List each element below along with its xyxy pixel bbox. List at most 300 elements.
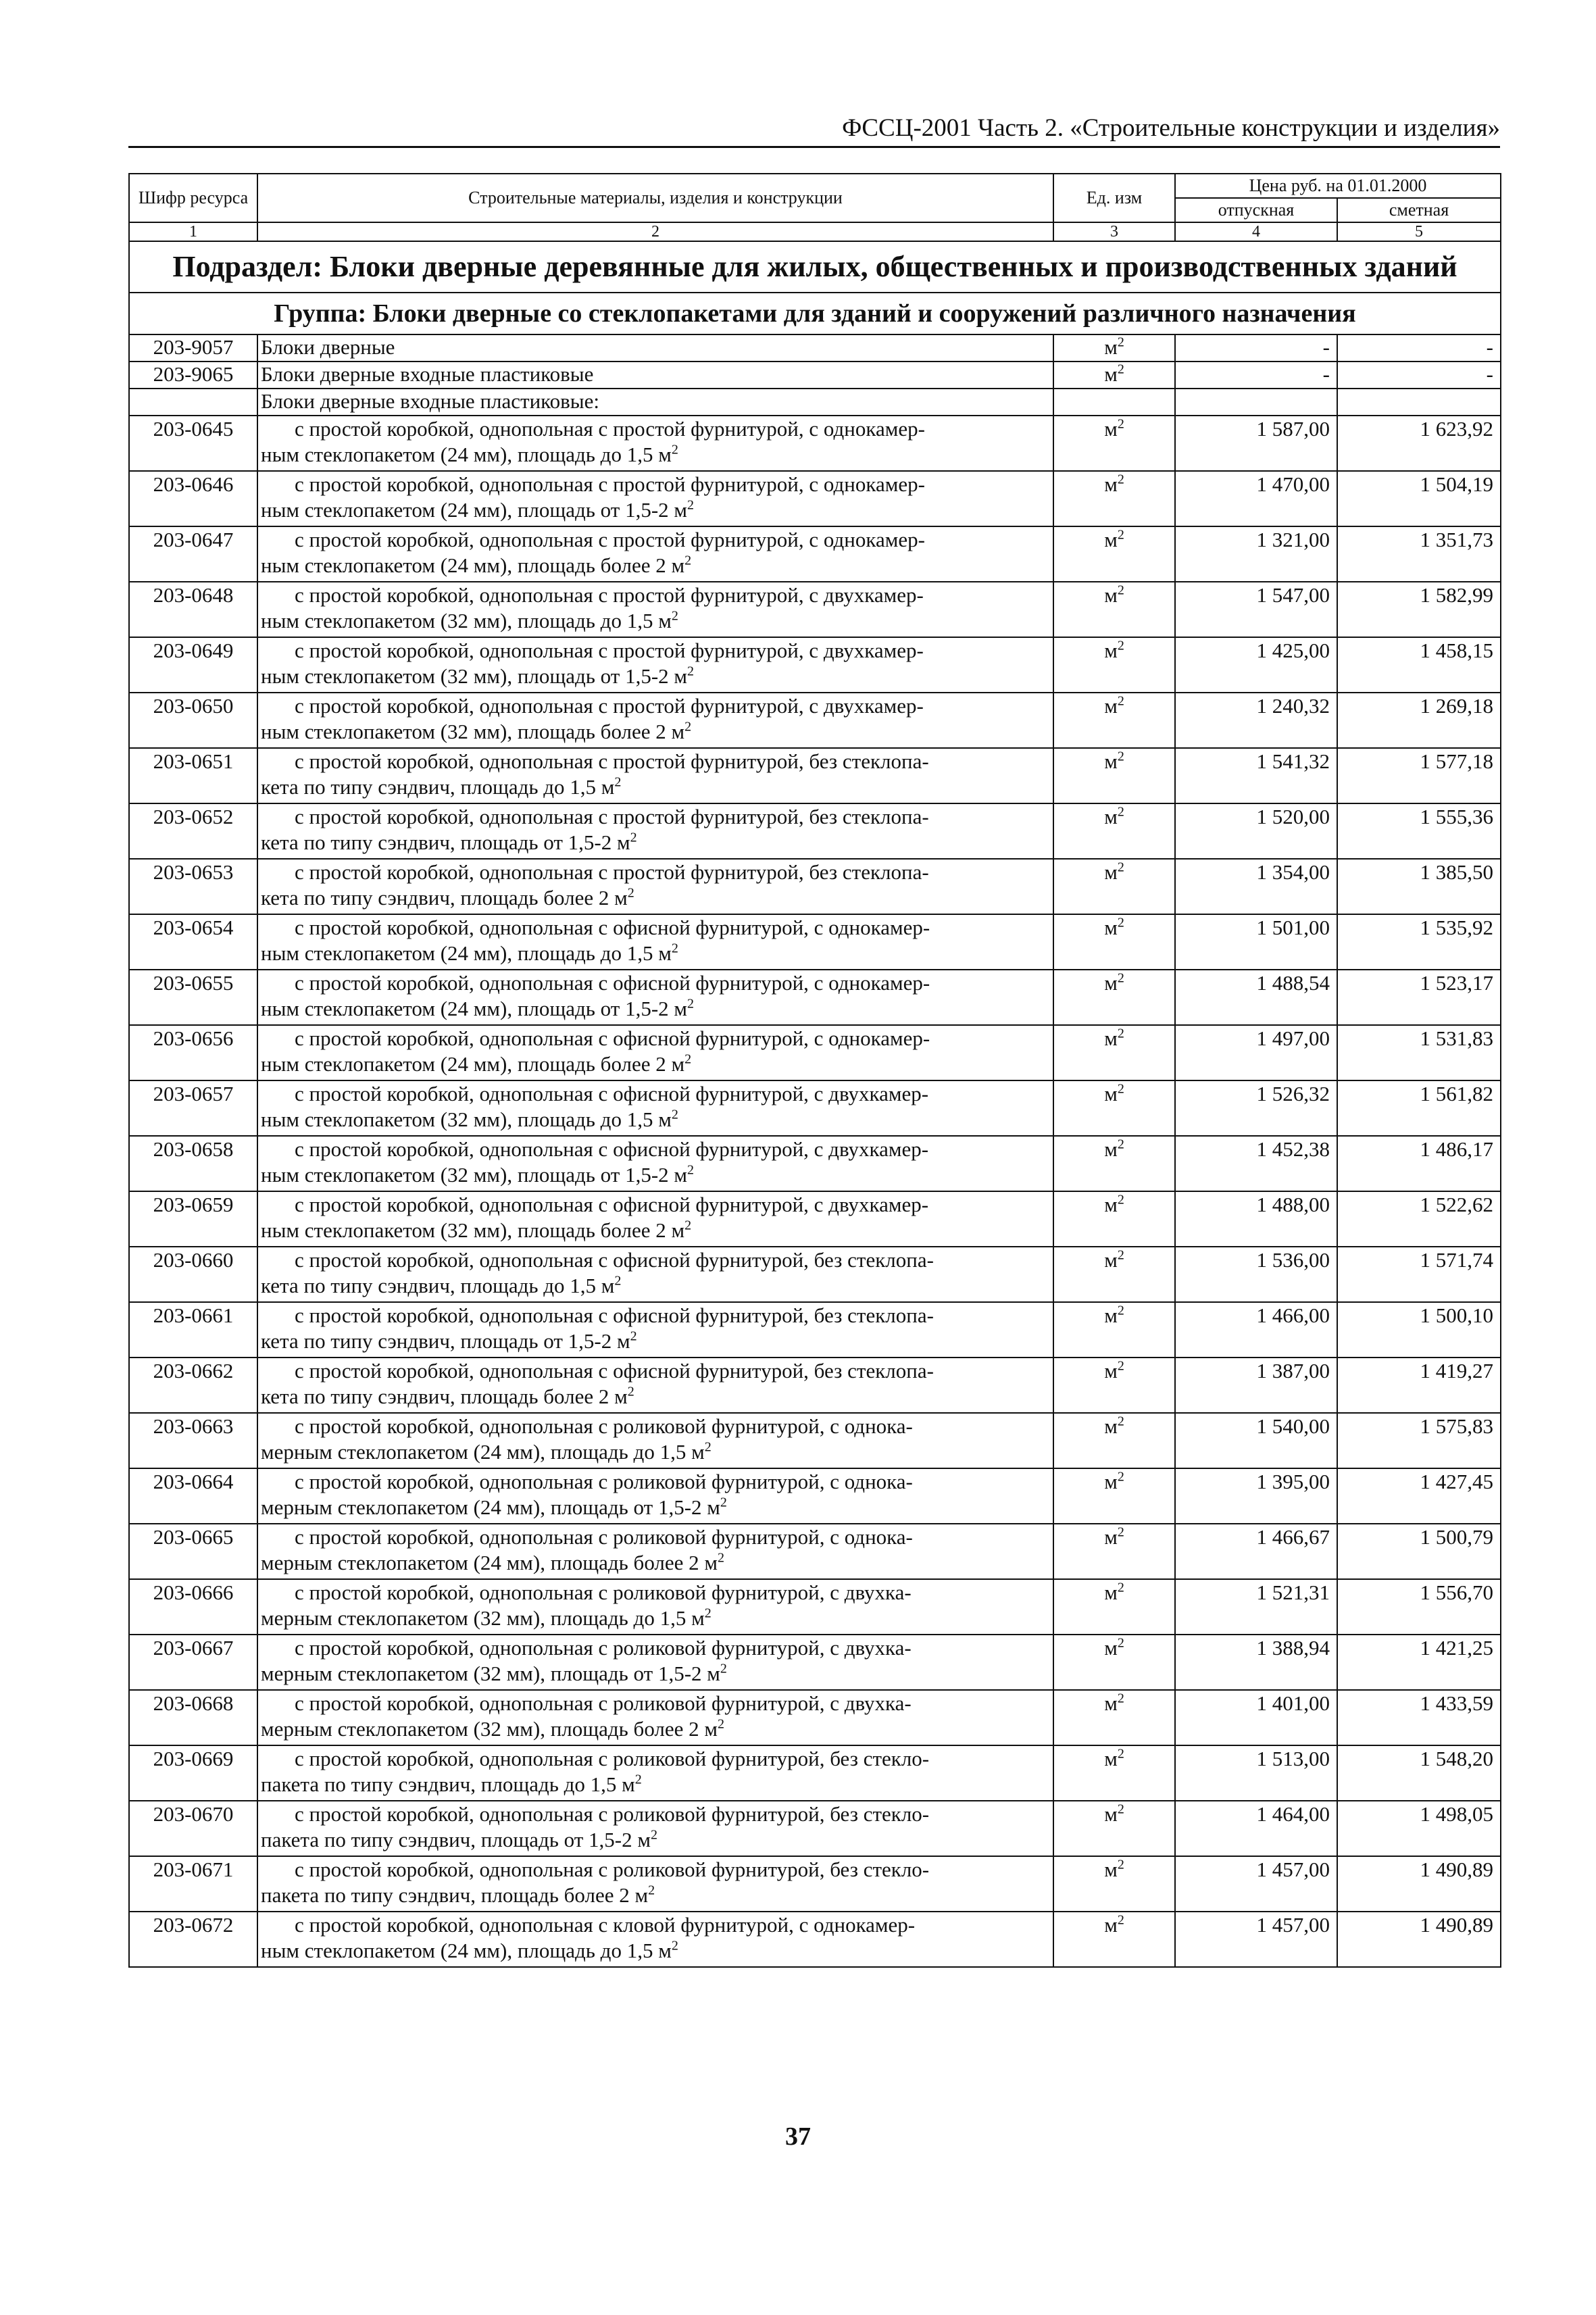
resource-description <box>257 582 1053 637</box>
description-line-2: ным стеклопакетом (32 мм), площадь более 2 м <box>261 1218 685 1242</box>
unit-cell <box>1053 1191 1175 1247</box>
unit-exponent: 2 <box>1117 527 1124 543</box>
unit-text: м <box>1104 362 1118 386</box>
description-line-1: с простой коробкой, однопольная с офисной фурнитурой, без стеклопа- <box>295 1303 934 1327</box>
unit-cell <box>1053 748 1175 803</box>
unit-exponent: 2 <box>1117 1414 1124 1429</box>
table-row <box>129 1579 1501 1635</box>
estimate-price: 1 555,36 <box>1337 803 1501 859</box>
description-line-1: с простой коробкой, однопольная с простой фурнитурой, с двухкамер- <box>295 583 924 607</box>
unit-cell <box>1053 914 1175 970</box>
estimate-price: 1 561,82 <box>1337 1080 1501 1136</box>
section-label: Блоки дверные входные пластиковые: <box>257 389 1053 416</box>
unit-exponent: 2 <box>1117 1303 1124 1318</box>
unit-text: м <box>1104 1802 1118 1826</box>
release-price: 1 536,00 <box>1175 1247 1337 1302</box>
resource-code: 203-0671 <box>129 1856 257 1912</box>
release-price: 1 425,00 <box>1175 637 1337 693</box>
resource-description <box>257 970 1053 1025</box>
description-line-1: с простой коробкой, однопольная с роликовой фурнитурой, с однока- <box>295 1414 913 1438</box>
estimate-price: 1 269,18 <box>1337 693 1501 748</box>
resource-code: 203-0659 <box>129 1191 257 1247</box>
resource-description <box>257 1302 1053 1358</box>
header-code: Шифр ресурса <box>129 174 257 222</box>
release-price: 1 526,32 <box>1175 1080 1337 1136</box>
estimate-price: 1 556,70 <box>1337 1579 1501 1635</box>
resource-description <box>257 1690 1053 1745</box>
resource-code: 203-0654 <box>129 914 257 970</box>
area-exponent: 2 <box>687 996 695 1012</box>
estimate-price: 1 433,59 <box>1337 1690 1501 1745</box>
unit-text: м <box>1104 1137 1118 1161</box>
unit-cell <box>1053 1468 1175 1524</box>
release-price: 1 497,00 <box>1175 1025 1337 1080</box>
description-line-1: с простой коробкой, однопольная с роликовой фурнитурой, без стекло- <box>295 1802 930 1826</box>
estimate-price: 1 504,19 <box>1337 471 1501 526</box>
unit-exponent: 2 <box>1117 1857 1124 1872</box>
estimate-price: 1 427,45 <box>1337 1468 1501 1524</box>
unit-cell <box>1053 1080 1175 1136</box>
table-row <box>129 1136 1501 1191</box>
release-price: 1 513,00 <box>1175 1745 1337 1801</box>
unit-cell <box>1053 334 1175 362</box>
resource-description <box>257 1468 1053 1524</box>
column-number: 3 <box>1053 222 1175 241</box>
unit-exponent: 2 <box>1117 860 1124 875</box>
resource-code: 203-0656 <box>129 1025 257 1080</box>
description-line-1: с простой коробкой, однопольная с офисной фурнитурой, с двухкамер- <box>295 1082 929 1105</box>
area-exponent: 2 <box>627 1384 634 1399</box>
area-exponent: 2 <box>614 774 622 790</box>
unit-exponent: 2 <box>1117 416 1124 432</box>
estimate-price: 1 490,89 <box>1337 1912 1501 1967</box>
area-exponent: 2 <box>634 1772 642 1787</box>
unit-text: м <box>1104 1525 1118 1549</box>
description-line-1: с простой коробкой, однопольная с простой фурнитурой, с однокамер- <box>295 528 925 551</box>
description-line-1: с простой коробкой, однопольная с простой фурнитурой, с однокамер- <box>295 417 925 441</box>
estimate-price <box>1337 389 1501 416</box>
resource-description <box>257 693 1053 748</box>
resource-code: 203-0664 <box>129 1468 257 1524</box>
area-exponent: 2 <box>684 1051 692 1067</box>
unit-exponent: 2 <box>1117 1247 1124 1263</box>
estimate-price: 1 458,15 <box>1337 637 1501 693</box>
header-name: Строительные материалы, изделия и конструкции <box>257 174 1053 222</box>
unit-text: м <box>1104 805 1118 828</box>
description-line-2: кета по типу сэндвич, площадь более 2 м <box>261 886 628 910</box>
table-row <box>129 582 1501 637</box>
area-exponent: 2 <box>614 1273 622 1289</box>
unit-cell <box>1053 1690 1175 1745</box>
table-row <box>129 803 1501 859</box>
description-line-1: с простой коробкой, однопольная с роликовой фурнитурой, с однока- <box>295 1525 913 1549</box>
estimate-price: 1 500,79 <box>1337 1524 1501 1579</box>
unit-text: м <box>1104 528 1118 551</box>
table-row <box>129 1524 1501 1579</box>
resource-description <box>257 416 1053 471</box>
unit-exponent: 2 <box>1117 915 1124 930</box>
release-price: 1 541,32 <box>1175 748 1337 803</box>
release-price: 1 547,00 <box>1175 582 1337 637</box>
unit-cell <box>1053 693 1175 748</box>
table-row <box>129 1191 1501 1247</box>
resource-name: Блоки дверные <box>257 334 1053 362</box>
resource-code: 203-0650 <box>129 693 257 748</box>
unit-exponent: 2 <box>1117 1026 1124 1041</box>
description-line-1: с простой коробкой, однопольная с офисной фурнитурой, с двухкамер- <box>295 1193 929 1216</box>
release-price: 1 587,00 <box>1175 416 1337 471</box>
resource-description <box>257 1247 1053 1302</box>
unit-exponent: 2 <box>1117 638 1124 653</box>
unit-text: м <box>1104 472 1118 496</box>
table-row <box>129 748 1501 803</box>
resource-code: 203-0666 <box>129 1579 257 1635</box>
unit-cell <box>1053 1302 1175 1358</box>
unit-cell <box>1053 1247 1175 1302</box>
unit-exponent: 2 <box>1117 582 1124 598</box>
description-line-2: ным стеклопакетом (32 мм), площадь до 1,5 м <box>261 1107 672 1131</box>
resource-code: 203-0651 <box>129 748 257 803</box>
release-price: 1 520,00 <box>1175 803 1337 859</box>
estimate-price: 1 486,17 <box>1337 1136 1501 1191</box>
unit-text: м <box>1104 860 1118 884</box>
area-exponent: 2 <box>671 1938 678 1953</box>
description-line-1: с простой коробкой, однопольная с роликовой фурнитурой, с двухка- <box>295 1691 912 1715</box>
resource-description <box>257 1801 1053 1856</box>
area-exponent: 2 <box>671 442 678 457</box>
unit-text: м <box>1104 335 1118 359</box>
description-line-1: с простой коробкой, однопольная с офисной фурнитурой, без стеклопа- <box>295 1359 934 1383</box>
table-row <box>129 1856 1501 1912</box>
unit-cell <box>1053 1413 1175 1468</box>
release-price: 1 488,00 <box>1175 1191 1337 1247</box>
header-price: Цена руб. на 01.01.2000 <box>1175 174 1501 198</box>
release-price: 1 464,00 <box>1175 1801 1337 1856</box>
unit-text: м <box>1104 639 1118 662</box>
table-row <box>129 1358 1501 1413</box>
unit-cell <box>1053 1635 1175 1690</box>
description-line-2: ным стеклопакетом (24 мм), площадь более 2 м <box>261 553 685 577</box>
price-table <box>128 173 1501 1968</box>
resource-description <box>257 1579 1053 1635</box>
resource-code: 203-0663 <box>129 1413 257 1468</box>
resource-code: 203-0649 <box>129 637 257 693</box>
unit-exponent: 2 <box>1117 472 1124 487</box>
release-price: 1 466,67 <box>1175 1524 1337 1579</box>
description-line-2: ным стеклопакетом (32 мм), площадь до 1,5 м <box>261 609 672 632</box>
unit-exponent: 2 <box>1117 1358 1124 1374</box>
description-line-2: мерным стеклопакетом (24 мм), площадь более 2 м <box>261 1551 718 1574</box>
description-line-2: мерным стеклопакетом (24 мм), площадь до 1,5 м <box>261 1440 705 1464</box>
unit-cell <box>1053 582 1175 637</box>
release-price: - <box>1175 334 1337 362</box>
unit-exponent: 2 <box>1117 970 1124 986</box>
unit-text: м <box>1104 1303 1118 1327</box>
description-line-2: мерным стеклопакетом (32 мм), площадь более 2 м <box>261 1717 718 1741</box>
estimate-price: 1 522,62 <box>1337 1191 1501 1247</box>
column-number: 5 <box>1337 222 1501 241</box>
description-line-2: ным стеклопакетом (24 мм), площадь до 1,5 м <box>261 443 672 466</box>
resource-code: 203-0669 <box>129 1745 257 1801</box>
release-price: 1 452,38 <box>1175 1136 1337 1191</box>
resource-code: 203-0665 <box>129 1524 257 1579</box>
area-exponent: 2 <box>671 608 678 624</box>
resource-description <box>257 1136 1053 1191</box>
unit-exponent: 2 <box>1117 693 1124 709</box>
unit-text: м <box>1104 1913 1118 1937</box>
unit-text: м <box>1104 1580 1118 1604</box>
description-line-2: пакета по типу сэндвич, площадь от 1,5-2 м <box>261 1828 651 1851</box>
description-line-1: с простой коробкой, однопольная с офисной фурнитурой, с однокамер- <box>295 916 930 939</box>
area-exponent: 2 <box>648 1883 655 1898</box>
description-line-2: кета по типу сэндвич, площадь более 2 м <box>261 1385 628 1408</box>
area-exponent: 2 <box>684 553 692 568</box>
table-row <box>129 1745 1501 1801</box>
resource-description <box>257 1358 1053 1413</box>
unit-text: м <box>1104 1414 1118 1438</box>
table-row <box>129 914 1501 970</box>
release-price: 1 395,00 <box>1175 1468 1337 1524</box>
area-exponent: 2 <box>671 941 678 956</box>
resource-code: 203-0648 <box>129 582 257 637</box>
estimate-price: 1 582,99 <box>1337 582 1501 637</box>
area-exponent: 2 <box>718 1716 725 1732</box>
description-line-2: ным стеклопакетом (24 мм), площадь более 2 м <box>261 1052 685 1076</box>
description-line-1: с простой коробкой, однопольная с офисной фурнитурой, без стеклопа- <box>295 1248 934 1272</box>
resource-code: 203-0670 <box>129 1801 257 1856</box>
unit-text: м <box>1104 694 1118 718</box>
unit-cell <box>1053 471 1175 526</box>
unit-cell <box>1053 1136 1175 1191</box>
release-price: 1 457,00 <box>1175 1856 1337 1912</box>
table-row <box>129 389 1501 416</box>
area-exponent: 2 <box>718 1550 725 1566</box>
unit-text: м <box>1104 1359 1118 1383</box>
unit-text: м <box>1104 971 1118 995</box>
area-exponent: 2 <box>720 1495 727 1510</box>
unit-exponent: 2 <box>1117 804 1124 820</box>
resource-code <box>129 389 257 416</box>
unit-cell <box>1053 803 1175 859</box>
resource-code: 203-0655 <box>129 970 257 1025</box>
table-row <box>129 362 1501 389</box>
estimate-price: 1 498,05 <box>1337 1801 1501 1856</box>
unit-exponent: 2 <box>1117 1580 1124 1595</box>
resource-code: 203-0646 <box>129 471 257 526</box>
description-line-1: с простой коробкой, однопольная с простой фурнитурой, с двухкамер- <box>295 694 924 718</box>
unit-exponent: 2 <box>1117 1469 1124 1485</box>
description-line-1: с простой коробкой, однопольная с простой фурнитурой, с однокамер- <box>295 472 925 496</box>
table-row <box>129 1025 1501 1080</box>
page-header: ФССЦ-2001 Часть 2. «Строительные конструкции и изделия» <box>842 114 1500 142</box>
unit-exponent: 2 <box>1117 1635 1124 1651</box>
unit-exponent: 2 <box>1117 1081 1124 1097</box>
unit-text: м <box>1104 1470 1118 1493</box>
resource-code: 203-0647 <box>129 526 257 582</box>
table-row <box>129 471 1501 526</box>
resource-description <box>257 1191 1053 1247</box>
unit-cell <box>1053 1358 1175 1413</box>
table-row <box>129 1468 1501 1524</box>
resource-code: 203-0658 <box>129 1136 257 1191</box>
resource-code: 203-0657 <box>129 1080 257 1136</box>
release-price: 1 501,00 <box>1175 914 1337 970</box>
unit-cell <box>1053 1579 1175 1635</box>
header-unit: Ед. изм <box>1053 174 1175 222</box>
estimate-price: 1 575,83 <box>1337 1413 1501 1468</box>
description-line-1: с простой коробкой, однопольная с кловой фурнитурой, с однокамер- <box>295 1913 916 1937</box>
release-price: 1 457,00 <box>1175 1912 1337 1967</box>
resource-description <box>257 1080 1053 1136</box>
description-line-2: ным стеклопакетом (32 мм), площадь от 1,5-2 м <box>261 1163 688 1187</box>
resource-description <box>257 803 1053 859</box>
description-line-2: пакета по типу сэндвич, площадь до 1,5 м <box>261 1772 635 1796</box>
description-line-2: ным стеклопакетом (32 мм), площадь более 2 м <box>261 720 685 743</box>
unit-text: м <box>1104 583 1118 607</box>
description-line-2: кета по типу сэндвич, площадь до 1,5 м <box>261 1274 615 1297</box>
unit-text: м <box>1104 1082 1118 1105</box>
description-line-2: ным стеклопакетом (32 мм), площадь от 1,5-2 м <box>261 664 688 688</box>
release-price: 1 521,31 <box>1175 1579 1337 1635</box>
unit-text: м <box>1104 1026 1118 1050</box>
resource-code: 203-0667 <box>129 1635 257 1690</box>
description-line-1: с простой коробкой, однопольная с роликовой фурнитурой, с однока- <box>295 1470 913 1493</box>
estimate-price: 1 421,25 <box>1337 1635 1501 1690</box>
resource-description <box>257 1745 1053 1801</box>
unit-text: м <box>1104 749 1118 773</box>
description-line-2: кета по типу сэндвич, площадь до 1,5 м <box>261 775 615 799</box>
unit-text: м <box>1104 1636 1118 1660</box>
unit-exponent: 2 <box>1117 1912 1124 1928</box>
unit-cell <box>1053 859 1175 914</box>
column-number: 4 <box>1175 222 1337 241</box>
estimate-price: 1 571,74 <box>1337 1247 1501 1302</box>
area-exponent: 2 <box>671 1107 678 1122</box>
unit-exponent: 2 <box>1117 1137 1124 1152</box>
resource-description <box>257 859 1053 914</box>
resource-description <box>257 471 1053 526</box>
description-line-2: кета по типу сэндвич, площадь от 1,5-2 м <box>261 830 630 854</box>
table-row <box>129 1801 1501 1856</box>
resource-code: 203-9057 <box>129 334 257 362</box>
column-number: 1 <box>129 222 257 241</box>
area-exponent: 2 <box>650 1827 657 1843</box>
subsection-title: Подраздел: Блоки дверные деревянные для жилых, общественных и производственных зданий <box>129 241 1501 293</box>
unit-cell <box>1053 970 1175 1025</box>
release-price: 1 401,00 <box>1175 1690 1337 1745</box>
area-exponent: 2 <box>630 1328 637 1344</box>
description-line-1: с простой коробкой, однопольная с офисной фурнитурой, с однокамер- <box>295 971 930 995</box>
unit-text: м <box>1104 417 1118 441</box>
description-line-1: с простой коробкой, однопольная с роликовой фурнитурой, с двухка- <box>295 1580 912 1604</box>
unit-text: м <box>1104 1858 1118 1881</box>
area-exponent: 2 <box>720 1661 727 1676</box>
table-row <box>129 1912 1501 1967</box>
area-exponent: 2 <box>630 830 637 845</box>
resource-code: 203-0660 <box>129 1247 257 1302</box>
header-estimate: сметная <box>1337 198 1501 222</box>
release-price: 1 321,00 <box>1175 526 1337 582</box>
unit-cell <box>1053 389 1175 416</box>
release-price: 1 388,94 <box>1175 1635 1337 1690</box>
column-number: 2 <box>257 222 1053 241</box>
resource-code: 203-0653 <box>129 859 257 914</box>
unit-cell <box>1053 1912 1175 1967</box>
unit-text: м <box>1104 916 1118 939</box>
unit-exponent: 2 <box>1117 1524 1124 1540</box>
area-exponent: 2 <box>684 719 692 735</box>
estimate-price: 1 577,18 <box>1337 748 1501 803</box>
release-price: 1 387,00 <box>1175 1358 1337 1413</box>
unit-cell <box>1053 1856 1175 1912</box>
unit-exponent: 2 <box>1117 749 1124 764</box>
unit-cell <box>1053 362 1175 389</box>
table-row <box>129 1413 1501 1468</box>
unit-exponent: 2 <box>1117 1691 1124 1706</box>
release-price: 1 470,00 <box>1175 471 1337 526</box>
group-title: Группа: Блоки дверные со стеклопакетами для зданий и сооружений различного назначения <box>129 293 1501 334</box>
release-price: 1 540,00 <box>1175 1413 1337 1468</box>
resource-code: 203-0652 <box>129 803 257 859</box>
description-line-2: ным стеклопакетом (24 мм), площадь до 1,5 м <box>261 1939 672 1962</box>
resource-code: 203-0662 <box>129 1358 257 1413</box>
description-line-1: с простой коробкой, однопольная с роликовой фурнитурой, без стекло- <box>295 1747 930 1770</box>
estimate-price: 1 490,89 <box>1337 1856 1501 1912</box>
table-row <box>129 1635 1501 1690</box>
release-price: 1 488,54 <box>1175 970 1337 1025</box>
estimate-price: 1 531,83 <box>1337 1025 1501 1080</box>
release-price: 1 240,32 <box>1175 693 1337 748</box>
description-line-1: с простой коробкой, однопольная с роликовой фурнитурой, с двухка- <box>295 1636 912 1660</box>
estimate-price: 1 523,17 <box>1337 970 1501 1025</box>
description-line-1: с простой коробкой, однопольная с роликовой фурнитурой, без стекло- <box>295 1858 930 1881</box>
resource-code: 203-0668 <box>129 1690 257 1745</box>
area-exponent: 2 <box>687 497 695 513</box>
estimate-price: 1 500,10 <box>1337 1302 1501 1358</box>
resource-code: 203-9065 <box>129 362 257 389</box>
description-line-2: мерным стеклопакетом (24 мм), площадь от 1,5-2 м <box>261 1495 720 1519</box>
unit-exponent: 2 <box>1117 1801 1124 1817</box>
table-row <box>129 859 1501 914</box>
unit-cell <box>1053 1025 1175 1080</box>
resource-name: Блоки дверные входные пластиковые <box>257 362 1053 389</box>
estimate-price: - <box>1337 362 1501 389</box>
area-exponent: 2 <box>704 1439 712 1455</box>
table-row <box>129 970 1501 1025</box>
description-line-2: ным стеклопакетом (24 мм), площадь от 1,5-2 м <box>261 997 688 1020</box>
area-exponent: 2 <box>627 885 634 901</box>
resource-description <box>257 1025 1053 1080</box>
table-row <box>129 526 1501 582</box>
unit-cell <box>1053 1524 1175 1579</box>
description-line-2: мерным стеклопакетом (32 мм), площадь до 1,5 м <box>261 1606 705 1630</box>
unit-exponent: 2 <box>1117 362 1124 377</box>
table-row <box>129 637 1501 693</box>
table-row <box>129 1247 1501 1302</box>
resource-description <box>257 1856 1053 1912</box>
description-line-2: пакета по типу сэндвич, площадь более 2 м <box>261 1883 649 1907</box>
table-row <box>129 1690 1501 1745</box>
area-exponent: 2 <box>704 1605 712 1621</box>
table-row <box>129 334 1501 362</box>
release-price: 1 466,00 <box>1175 1302 1337 1358</box>
resource-code: 203-0645 <box>129 416 257 471</box>
description-line-1: с простой коробкой, однопольная с простой фурнитурой, без стеклопа- <box>295 805 929 828</box>
table-row <box>129 416 1501 471</box>
estimate-price: 1 385,50 <box>1337 859 1501 914</box>
description-line-1: с простой коробкой, однопольная с офисной фурнитурой, с двухкамер- <box>295 1137 929 1161</box>
description-line-2: ным стеклопакетом (24 мм), площадь до 1,5 м <box>261 941 672 965</box>
